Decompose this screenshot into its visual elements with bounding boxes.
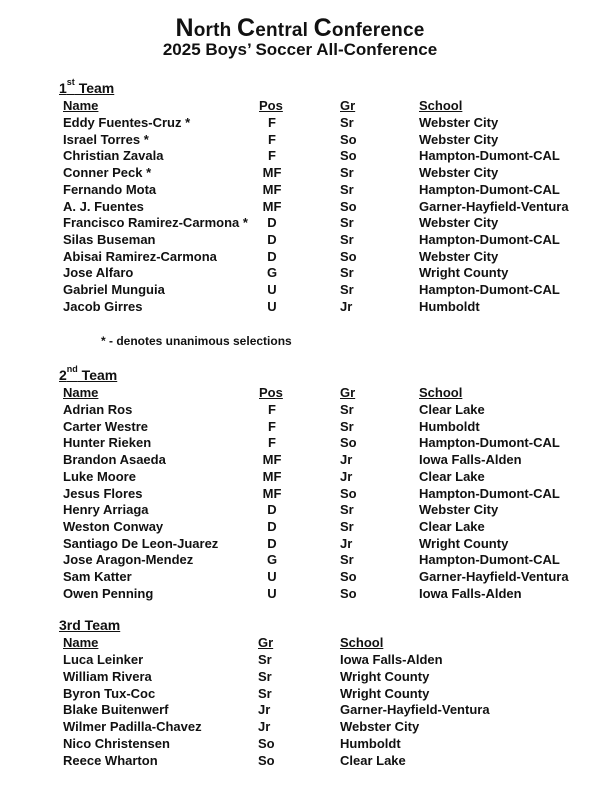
- table-row: [0, 551, 600, 568]
- table-row: [0, 298, 600, 315]
- table-row: [0, 198, 600, 215]
- cell-name: Jose Alfaro: [63, 265, 134, 281]
- cell-gr: Sr: [340, 282, 354, 297]
- table-row: [0, 214, 600, 231]
- header-gr: Gr: [340, 98, 356, 113]
- cell-school: Wright County: [340, 685, 430, 701]
- cell-name: Hunter Rieken: [63, 435, 152, 451]
- cell-name: Eddy Fuentes-Cruz *: [63, 115, 191, 130]
- cell-name: Conner Peck *: [63, 165, 152, 181]
- cell-name: Santiago De Leon-Juarez: [63, 535, 219, 551]
- cell-name: Jacob Girres: [63, 298, 143, 314]
- table-row: [0, 501, 600, 518]
- cell-name: Jose Aragon-Mendez: [63, 552, 194, 568]
- cell-name: Gabriel Munguia: [63, 282, 165, 297]
- table-row: [0, 585, 600, 602]
- cell-name: Weston Conway: [63, 518, 164, 534]
- cell-gr: Sr: [258, 685, 272, 701]
- cell-gr: So: [340, 585, 357, 601]
- cell-school: Webster City: [419, 115, 499, 130]
- title-word: Team: [77, 367, 118, 383]
- table-row: [0, 418, 600, 435]
- unanimous-note: * - denotes unanimous selections: [101, 334, 292, 348]
- cell-school: Wright County: [340, 668, 430, 684]
- cell-gr: Sr: [340, 215, 354, 231]
- table-row: [0, 231, 600, 248]
- cell-school: Humboldt: [340, 736, 401, 751]
- cell-gr: Sr: [340, 231, 354, 247]
- table-row: [0, 651, 600, 668]
- cell-pos: D: [267, 248, 277, 264]
- cell-pos: F: [268, 115, 276, 130]
- cell-pos: D: [267, 535, 277, 551]
- header-gr: Gr: [340, 385, 356, 400]
- title-initial-c: C: [236, 14, 256, 42]
- table-row: [0, 518, 600, 535]
- cell-name: Jesus Flores: [63, 485, 143, 501]
- cell-pos: F: [268, 402, 276, 417]
- header-pos: Pos: [259, 98, 283, 113]
- cell-gr: Sr: [340, 418, 354, 434]
- cell-pos: MF: [262, 181, 282, 197]
- cell-pos: F: [268, 148, 276, 164]
- header-gr: Gr: [258, 635, 274, 650]
- title-sup: st: [66, 77, 75, 87]
- table-row: [0, 281, 600, 298]
- table-row: [0, 718, 600, 735]
- cell-school: Hampton-Dumont-CAL: [419, 552, 560, 568]
- cell-gr: Sr: [340, 502, 354, 518]
- cell-gr: Jr: [258, 719, 271, 735]
- header-pos: Pos: [259, 385, 283, 400]
- table-row: [0, 131, 600, 148]
- cell-name: Reece Wharton: [63, 752, 158, 768]
- cell-school: Iowa Falls-Alden: [419, 452, 522, 468]
- cell-gr: Sr: [340, 518, 354, 534]
- cell-name: Blake Buitenwerf: [63, 702, 169, 718]
- cell-school: Webster City: [340, 719, 420, 735]
- cell-gr: So: [258, 752, 275, 768]
- cell-school: Wright County: [419, 265, 509, 281]
- cell-pos: MF: [262, 485, 282, 501]
- cell-gr: Sr: [258, 652, 272, 667]
- page-title: [0, 14, 600, 43]
- cell-name: Fernando Mota: [63, 181, 157, 197]
- table-row: [0, 535, 600, 552]
- cell-name: Christian Zavala: [63, 148, 164, 164]
- header-school: School: [419, 385, 463, 400]
- cell-school: Humboldt: [419, 418, 480, 434]
- table-row: [0, 401, 600, 418]
- title-initial-n: N: [175, 14, 194, 42]
- cell-school: Garner-Hayfield-Ventura: [340, 702, 490, 718]
- table-row: [0, 248, 600, 265]
- cell-name: Adrian Ros: [63, 402, 133, 417]
- table-row: [0, 735, 600, 752]
- cell-name: Carter Westre: [63, 418, 149, 434]
- cell-pos: D: [267, 518, 277, 534]
- header-name: Name: [63, 98, 99, 113]
- cell-school: Clear Lake: [419, 518, 485, 534]
- cell-pos: MF: [262, 452, 282, 468]
- title-sup: nd: [66, 364, 78, 374]
- cell-gr: Sr: [340, 181, 354, 197]
- cell-school: Hampton-Dumont-CAL: [419, 231, 560, 247]
- cell-gr: Sr: [258, 668, 272, 684]
- table-row: [0, 164, 600, 181]
- cell-name: Luca Leinker: [63, 652, 144, 667]
- cell-gr: Jr: [258, 702, 271, 718]
- cell-gr: So: [340, 131, 357, 147]
- title-word-onference: onference: [331, 20, 425, 41]
- cell-school: Garner-Hayfield-Ventura: [419, 569, 569, 584]
- cell-name: William Rivera: [63, 668, 152, 684]
- table-header: [0, 634, 600, 651]
- cell-school: Hampton-Dumont-CAL: [419, 435, 560, 451]
- cell-gr: So: [340, 198, 357, 214]
- cell-name: Silas Buseman: [63, 231, 156, 247]
- cell-name: Francisco Ramirez-Carmona *: [63, 215, 248, 231]
- cell-pos: F: [268, 418, 276, 434]
- cell-name: Sam Katter: [63, 569, 132, 584]
- table-row: [0, 264, 600, 281]
- third-team-title: 3rd Team: [59, 617, 121, 633]
- second-team-title: [59, 364, 118, 383]
- cell-school: Iowa Falls-Alden: [340, 652, 443, 667]
- cell-pos: D: [267, 502, 277, 518]
- table-row: [0, 114, 600, 131]
- table-header: [0, 97, 600, 114]
- table-row: [0, 147, 600, 164]
- cell-gr: Sr: [340, 165, 354, 181]
- cell-gr: Sr: [340, 552, 354, 568]
- cell-pos: F: [268, 435, 276, 451]
- table-row: [0, 181, 600, 198]
- cell-school: Webster City: [419, 131, 499, 147]
- first-team-title: [59, 77, 115, 96]
- cell-pos: G: [266, 552, 278, 568]
- title-word-orth: orth: [193, 20, 237, 41]
- page-subtitle: 2025 Boys’ Soccer All-Conference: [162, 40, 438, 59]
- cell-pos: U: [267, 569, 277, 584]
- cell-name: Brandon Asaeda: [63, 452, 166, 468]
- title-initial-c2: C: [313, 14, 332, 42]
- cell-school: Webster City: [419, 215, 499, 231]
- cell-school: Hampton-Dumont-CAL: [419, 485, 560, 501]
- table-row: [0, 485, 600, 502]
- cell-name: Abisai Ramirez-Carmona: [63, 248, 217, 264]
- cell-school: Webster City: [419, 248, 499, 264]
- header-school: School: [419, 98, 463, 113]
- cell-name: A. J. Fuentes: [63, 198, 144, 214]
- cell-gr: Sr: [340, 402, 354, 417]
- cell-gr: Jr: [340, 468, 353, 484]
- cell-school: Webster City: [419, 502, 499, 518]
- cell-school: Hampton-Dumont-CAL: [419, 148, 560, 164]
- cell-pos: G: [266, 265, 278, 281]
- cell-pos: F: [268, 131, 276, 147]
- cell-school: Webster City: [419, 165, 499, 181]
- table-row: [0, 451, 600, 468]
- cell-school: Wright County: [419, 535, 509, 551]
- cell-gr: Sr: [340, 115, 354, 130]
- cell-pos: MF: [262, 468, 282, 484]
- cell-school: Garner-Hayfield-Ventura: [419, 198, 569, 214]
- cell-name: Henry Arriaga: [63, 502, 149, 518]
- table-row: [0, 468, 600, 485]
- cell-name: Owen Penning: [63, 585, 154, 601]
- title-word: Team: [74, 80, 115, 96]
- table-row: [0, 685, 600, 702]
- cell-school: Hampton-Dumont-CAL: [419, 181, 560, 197]
- cell-pos: MF: [262, 165, 282, 181]
- cell-pos: U: [267, 585, 277, 601]
- cell-school: Humboldt: [419, 298, 480, 314]
- cell-school: Clear Lake: [340, 752, 406, 768]
- cell-pos: MF: [262, 198, 282, 214]
- cell-gr: Sr: [340, 265, 354, 281]
- cell-gr: Jr: [340, 535, 353, 551]
- cell-gr: So: [340, 248, 357, 264]
- cell-pos: U: [267, 282, 277, 297]
- cell-name: Israel Torres *: [63, 131, 149, 147]
- cell-name: Luke Moore: [63, 468, 136, 484]
- title-num: 2: [59, 367, 67, 383]
- header-name: Name: [63, 635, 99, 650]
- cell-name: Wilmer Padilla-Chavez: [63, 719, 202, 735]
- table-header: [0, 384, 600, 401]
- cell-pos: U: [267, 298, 277, 314]
- table-row: [0, 434, 600, 451]
- table-row: [0, 701, 600, 718]
- cell-gr: So: [258, 736, 275, 751]
- cell-gr: Jr: [340, 452, 353, 468]
- cell-school: Hampton-Dumont-CAL: [419, 282, 560, 297]
- header-school: School: [340, 635, 384, 650]
- cell-gr: So: [340, 148, 357, 164]
- cell-school: Iowa Falls-Alden: [419, 585, 522, 601]
- cell-gr: So: [340, 569, 357, 584]
- cell-name: Byron Tux-Coc: [63, 685, 156, 701]
- title-word-entral: entral: [255, 20, 314, 41]
- title-num: 1: [59, 80, 67, 96]
- table-row: [0, 668, 600, 685]
- cell-gr: So: [340, 485, 357, 501]
- table-row: [0, 568, 600, 585]
- cell-gr: Jr: [340, 298, 353, 314]
- cell-pos: D: [267, 231, 277, 247]
- table-row: [0, 752, 600, 769]
- cell-pos: D: [267, 215, 277, 231]
- cell-school: Clear Lake: [419, 402, 485, 417]
- cell-gr: So: [340, 435, 357, 451]
- cell-school: Clear Lake: [419, 468, 485, 484]
- header-name: Name: [63, 385, 99, 400]
- cell-name: Nico Christensen: [63, 736, 170, 751]
